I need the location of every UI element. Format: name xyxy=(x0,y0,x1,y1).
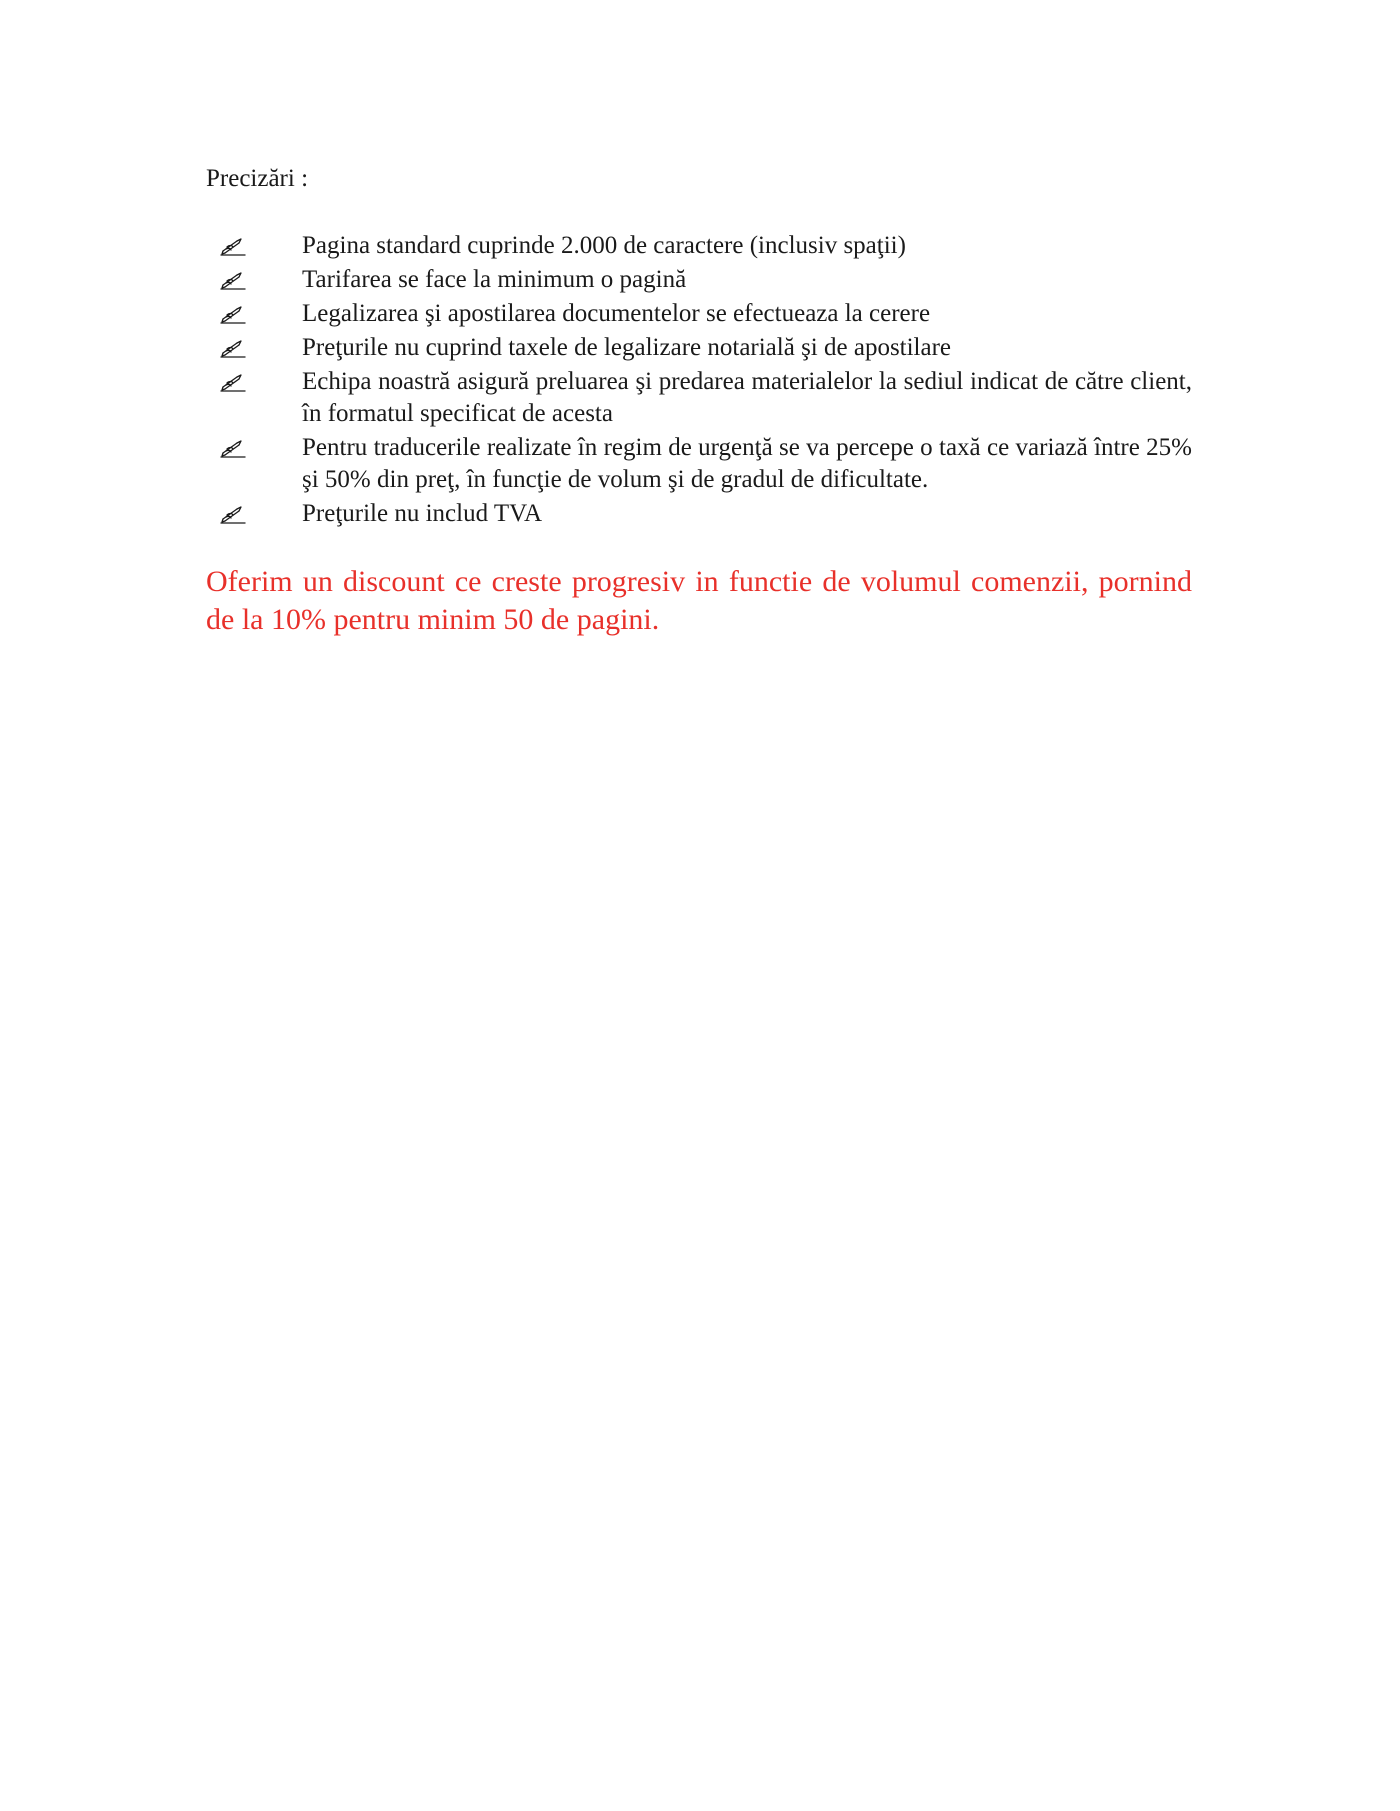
writing-hand-icon xyxy=(206,264,302,296)
list-item xyxy=(206,264,1192,296)
list-item xyxy=(206,230,1192,262)
note-text: Pentru traducerile realizate în regim de urgenţă se va percepe o taxă ce variază între 25% şi 50% din preţ, în funcţie de volum şi de gradul de dificultate. xyxy=(302,434,1192,493)
discount-offer: Oferim un discount ce creste progresiv in functie de volumul comenzii, pornind de la 10% pentru minim 50 de pagini. xyxy=(206,565,1192,636)
writing-hand-icon xyxy=(206,298,302,330)
list-item xyxy=(206,298,1192,330)
list-item xyxy=(206,432,1192,496)
writing-hand-icon xyxy=(206,432,302,464)
writing-hand-icon xyxy=(206,498,302,530)
notes-heading: Precizări : xyxy=(206,165,309,192)
list-item xyxy=(206,498,1192,530)
note-text: Echipa noastră asigură preluarea şi predarea materialelor la sediul indicat de către client, în formatul specificat de acesta xyxy=(302,368,1192,427)
notes-list xyxy=(206,230,1192,532)
note-text: Pagina standard cuprinde 2.000 de caractere (inclusiv spaţii) xyxy=(302,232,906,259)
note-text: Preţurile nu cuprind taxele de legalizare notarială şi de apostilare xyxy=(302,334,952,361)
note-text: Tarifarea se face la minimum o pagină xyxy=(302,266,687,293)
list-item xyxy=(206,366,1192,430)
note-text: Preţurile nu includ TVA xyxy=(302,500,543,527)
writing-hand-icon xyxy=(206,230,302,262)
writing-hand-icon xyxy=(206,332,302,364)
list-item xyxy=(206,332,1192,364)
writing-hand-icon xyxy=(206,366,302,398)
note-text: Legalizarea şi apostilarea documentelor se efectueaza la cerere xyxy=(302,300,931,327)
